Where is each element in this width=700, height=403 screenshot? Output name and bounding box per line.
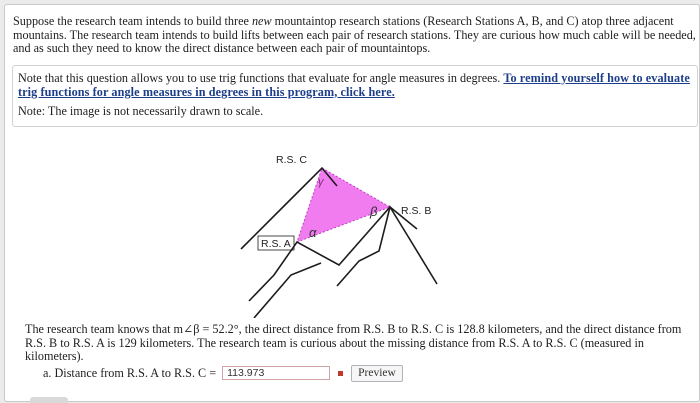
answer-status-marker	[338, 371, 343, 376]
angle-gamma-label: γ	[318, 176, 324, 188]
label-rs-a: R.S. A	[261, 238, 291, 250]
trig-help-link[interactable]: To remind yourself how to evaluate trig functions for angle measures in degrees in this program, click here.	[18, 71, 690, 99]
angle-alpha-label: α	[309, 225, 317, 240]
trig-note-text: Note that this question allows you to use trig functions that evaluate for angle measures in degrees.	[18, 71, 504, 85]
bottom-tab	[30, 397, 68, 403]
mountain-figure	[229, 143, 449, 318]
scale-note: Note: The image is not necessarily drawn to scale.	[18, 104, 264, 118]
question-card	[4, 4, 700, 402]
mountain-ridge-lower	[254, 263, 321, 318]
intro-text-2: mountaintop research stations (Research Stations A, B, and C) atop three adjacent mountains. The research team intends to build lifts between each pair of research stations. They are curious how much cable will be needed, and as such they need to know the direct distance between each pair of mountaintops.	[13, 14, 696, 55]
intro-emphasis: new	[251, 14, 272, 28]
note-box	[12, 65, 698, 127]
label-rs-b: R.S. B	[401, 205, 432, 217]
distance-answer-input[interactable]: 113.973	[222, 366, 330, 380]
label-rs-c: R.S. C	[276, 154, 307, 166]
preview-button[interactable]: Preview	[351, 365, 403, 382]
intro-text-1: Suppose the research team intends to build three	[13, 14, 252, 28]
answer-row	[43, 364, 403, 382]
intro-paragraph	[13, 15, 697, 56]
problem-statement: The research team knows that m∠β = 52.2°, the direct distance from R.S. B to R.S. C is 128.8 kilometers, and the direct distance from R.S. B to R.S. A is 129 kilometers. The research team is curious about the missing distance from R.S. A to R.S. C (measured in kilometers).	[25, 322, 682, 363]
trig-note	[18, 72, 692, 99]
angle-beta-label: β	[370, 204, 378, 219]
answer-label: a. Distance from R.S. A to R.S. C =	[43, 365, 217, 380]
